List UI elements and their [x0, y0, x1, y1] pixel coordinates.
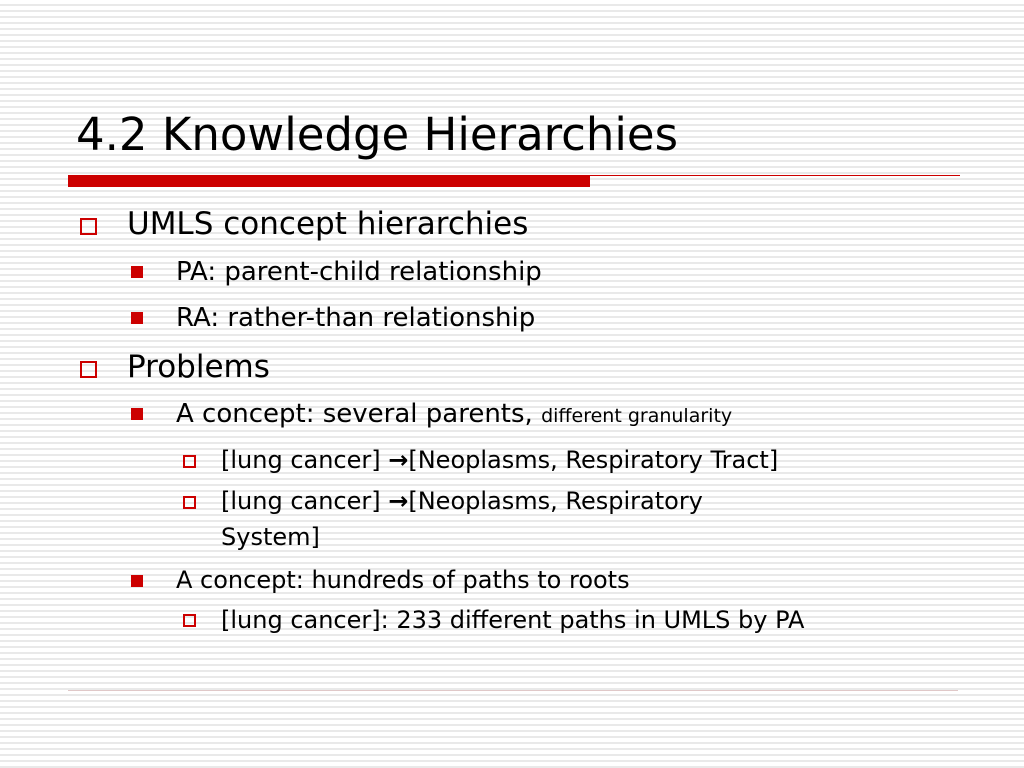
filled-square-bullet-icon [131, 312, 143, 324]
filled-square-bullet-icon [131, 408, 143, 420]
hollow-square-bullet-icon [183, 614, 196, 627]
arrow-icon: → [388, 487, 409, 515]
bullet-problems: Problems [127, 349, 270, 385]
title-rule-thick [68, 175, 590, 187]
bullet-pa: PA: parent-child relationship [176, 257, 542, 287]
lung-tract-right: [Neoplasms, Respiratory Tract] [408, 446, 779, 474]
hollow-square-bullet-icon [183, 496, 196, 509]
lung-system-right: [Neoplasms, Respiratory [408, 487, 703, 515]
title-rule-thin [590, 175, 960, 176]
hollow-square-bullet-icon [183, 455, 196, 468]
bullet-hundreds: A concept: hundreds of paths to roots [176, 566, 630, 594]
hollow-square-bullet-icon [80, 361, 97, 378]
several-parents-text: A concept: several parents, [176, 399, 533, 429]
footer-rule [68, 690, 958, 691]
bullet-lung-system [221, 487, 703, 515]
filled-square-bullet-icon [131, 266, 143, 278]
lung-tract-left: [lung cancer] [221, 446, 389, 474]
bullet-ra: RA: rather-than relationship [176, 303, 536, 333]
granularity-text: different granularity [541, 405, 733, 427]
slide-title: 4.2 Knowledge Hierarchies [76, 108, 679, 161]
bullet-lung-system-cont: System] [221, 523, 320, 551]
bullet-several-parents [176, 399, 732, 429]
bullet-lung-tract [221, 446, 778, 474]
filled-square-bullet-icon [131, 575, 143, 587]
arrow-icon: → [388, 446, 409, 474]
bullet-umls: UMLS concept hierarchies [127, 206, 529, 242]
hollow-square-bullet-icon [80, 218, 97, 235]
bullet-paths: [lung cancer]: 233 different paths in UMLS by PA [221, 606, 805, 634]
lung-system-left: [lung cancer] [221, 487, 389, 515]
